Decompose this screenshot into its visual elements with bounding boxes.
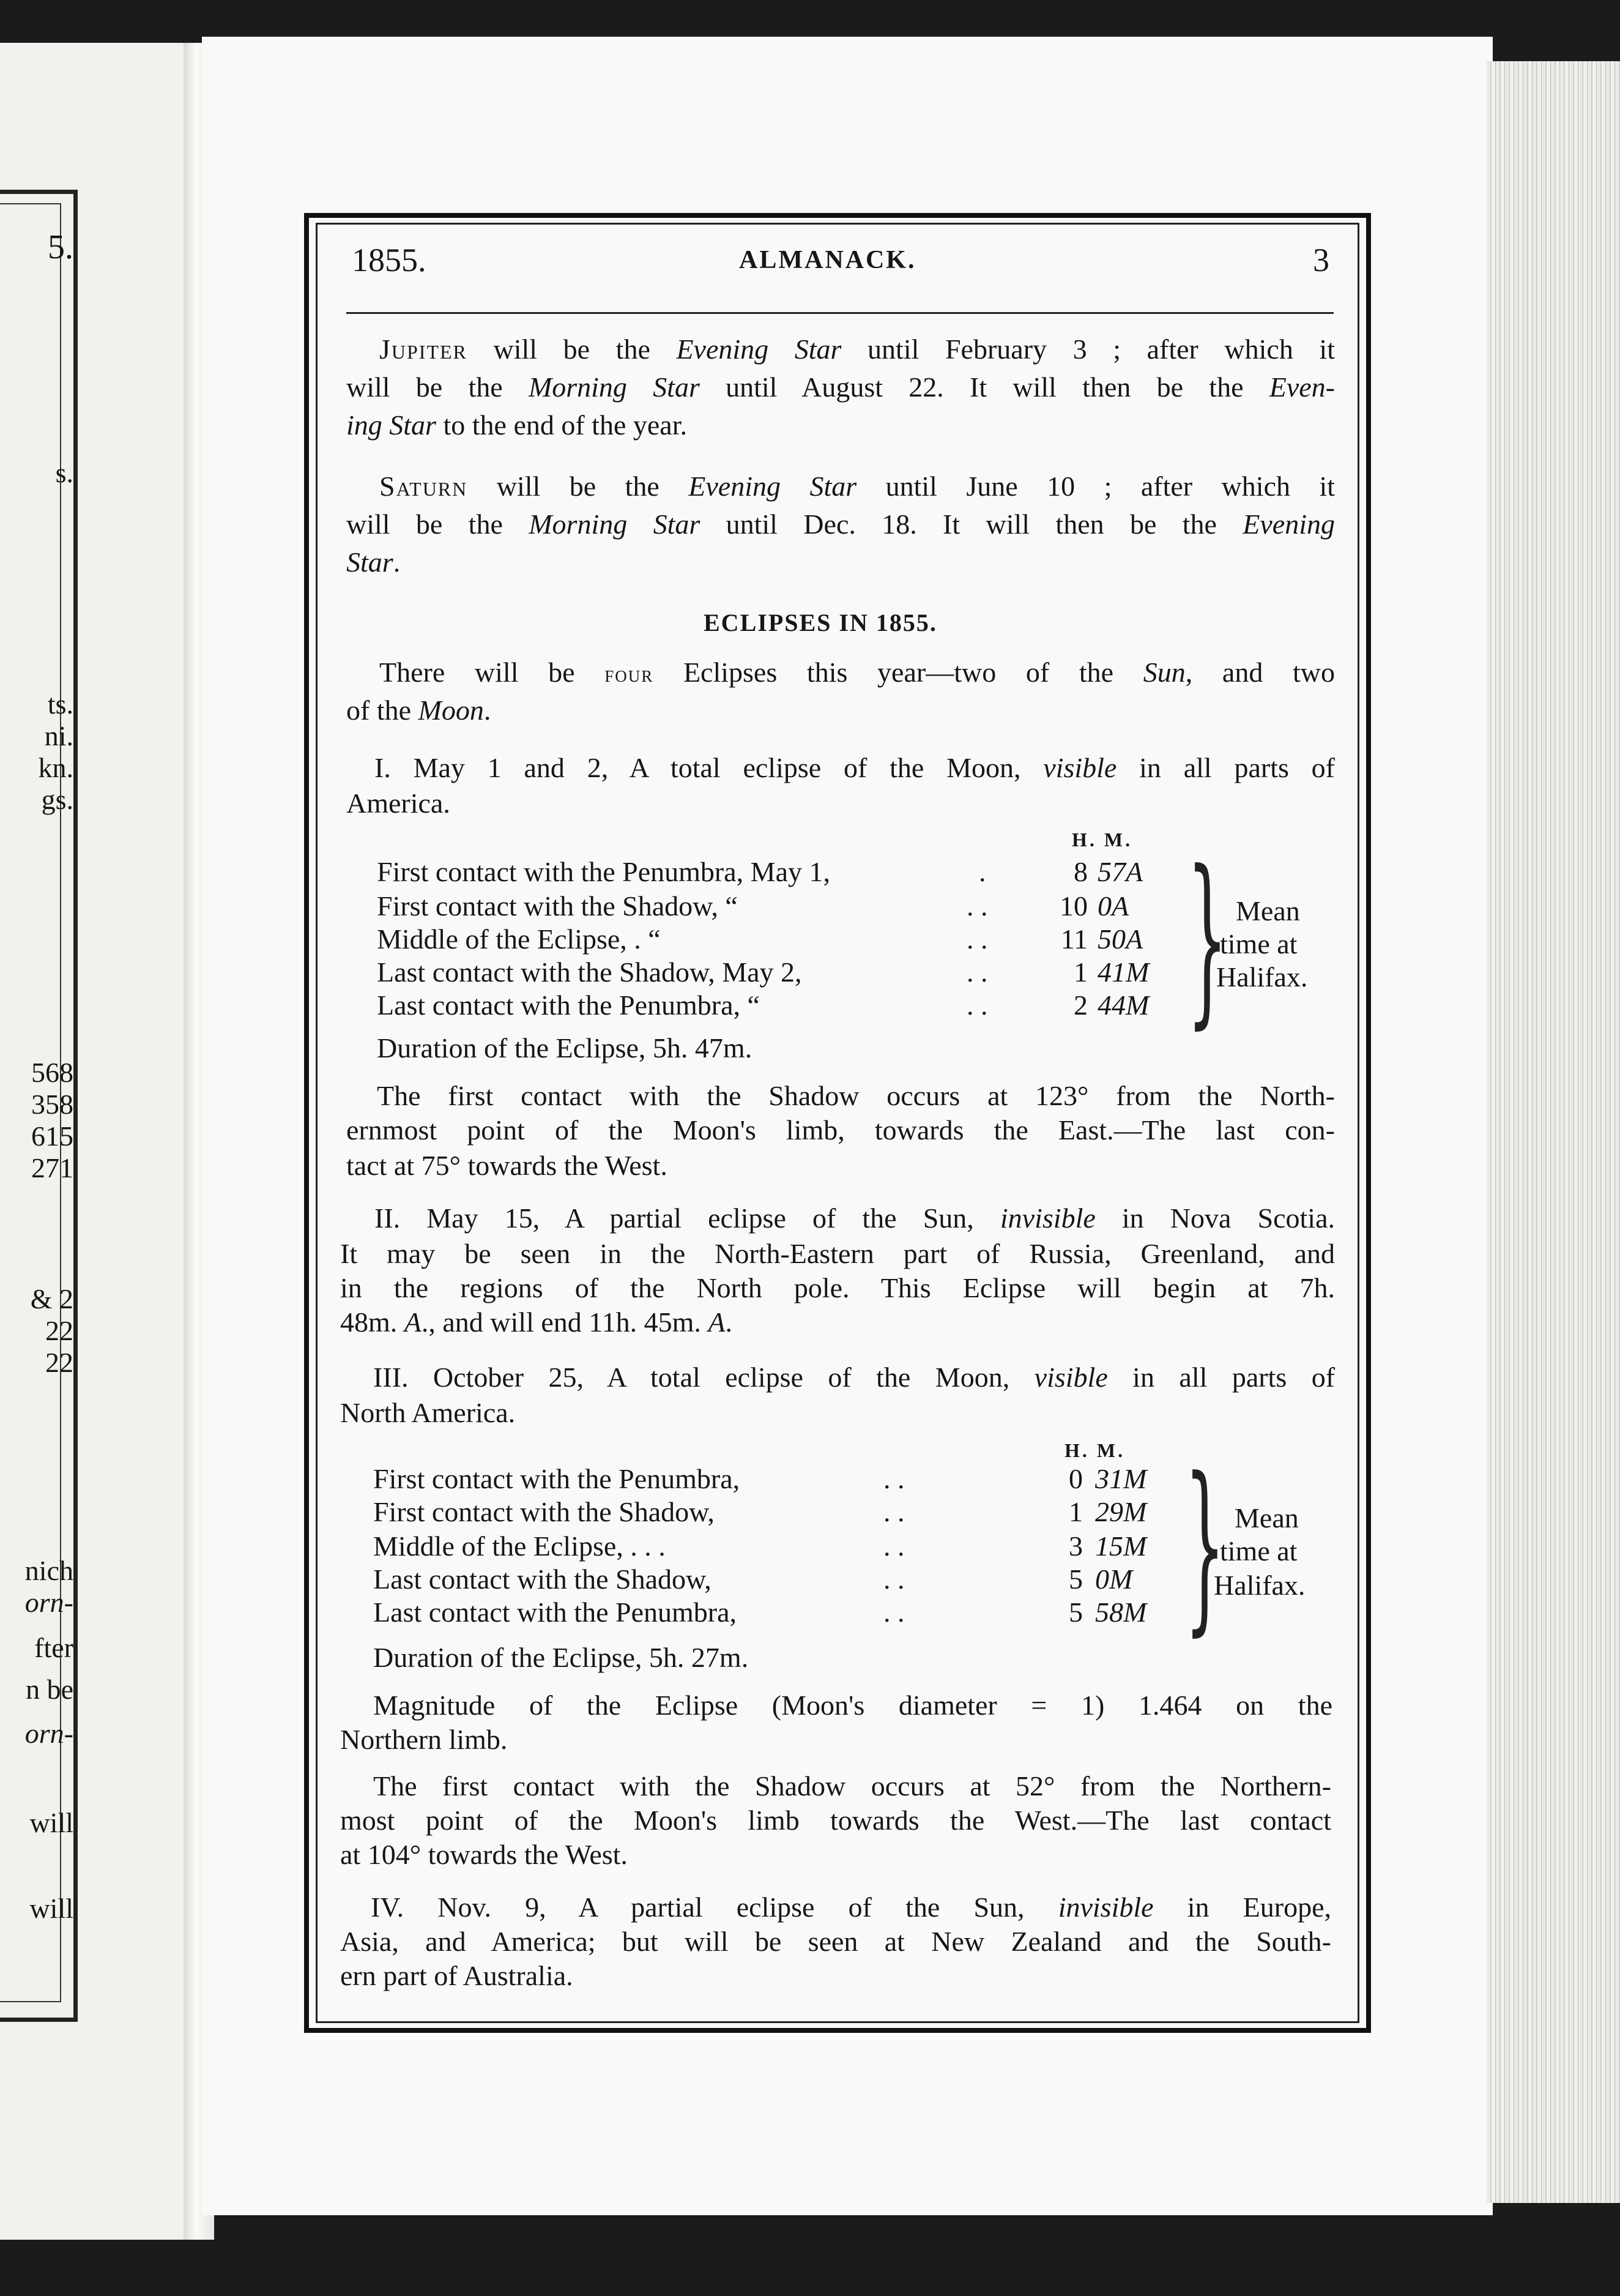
table-row-label: First contact with the Penumbra, [373,1463,740,1494]
left-fragment: ni. [44,720,73,751]
table-row-hours: 10 [1060,890,1088,922]
table-row-hours: 5 [1069,1597,1083,1628]
eclipse-1-line-1: I. May 1 and 2, A total eclipse of the Moon, visible in all parts of [374,752,1335,783]
header-rule [346,312,1334,314]
jupiter-line-3: ing Star to the end of the year. [346,409,687,441]
table-row-dots: . . [967,890,988,922]
table-row-hours: 8 [1074,856,1088,887]
left-fragment: 358 [31,1089,73,1120]
table-row-minutes: 15M [1095,1530,1147,1562]
mean-time-label: Mean [1236,895,1300,926]
table-row-dots: . . [883,1597,905,1628]
table-row-minutes: 41M [1098,956,1150,988]
table-row-label: Middle of the Eclipse, . “ [377,923,661,955]
eclipse-3-magnitude-line-1: Magnitude of the Eclipse (Moon's diameter = 1) 1.464 on the [373,1690,1332,1721]
left-fragment: orn- [24,1718,73,1749]
left-fragment: 568 [31,1057,73,1088]
left-fragment: will [29,1807,73,1838]
eclipse-3-line-1: III. October 25, A total eclipse of the Moon, visible in all parts of [373,1362,1336,1393]
left-fragment: gs. [41,784,73,815]
table-row-minutes: 0A [1098,890,1129,922]
eclipse-1-line-2: America. [346,788,450,819]
eclipse-1-para-line-3: tact at 75° towards the West. [346,1150,667,1181]
saturn-line-3: Star. [346,546,401,578]
eclipse-4-line-2: Asia, and America; but will be seen at New Zealand and the South- [340,1926,1331,1957]
table-row-label: Middle of the Eclipse, . . . [373,1530,666,1562]
jupiter-line-2: will be the Morning Star until August 22. It will then be the Even- [346,371,1335,403]
left-fragment: kn. [38,752,73,783]
table-row-label: Last contact with the Penumbra, “ [377,990,760,1021]
table-row-minutes: 57A [1098,856,1143,887]
section-title: ECLIPSES IN 1855. [704,609,937,636]
eclipse-2-line-2: It may be seen in the North-Eastern part of Russia, Greenland, and [340,1238,1335,1269]
table-row-dots: . . [967,990,988,1021]
table-row-minutes: 50A [1098,923,1143,955]
eclipse-3-duration: Duration of the Eclipse, 5h. 27m. [373,1642,749,1673]
brace-icon: } [1184,1439,1225,1652]
left-fragment: will [29,1893,73,1924]
table-row-dots: . . [967,956,988,988]
eclipse-1-hm-header: H. M. [1072,829,1133,851]
table-row-dots: . . [883,1496,905,1527]
eclipse-1-duration: Duration of the Eclipse, 5h. 47m. [377,1032,752,1064]
left-fragment: orn- [24,1587,73,1618]
mean-time-label: Halifax. [1214,1570,1306,1601]
eclipse-3-para-line-2: most point of the Moon's limb towards the West.—The last contact [340,1805,1331,1836]
table-row-label: First contact with the Shadow, [373,1496,715,1527]
eclipse-2-line-3: in the regions of the North pole. This Eclipse will begin at 7h. [340,1272,1335,1303]
eclipse-1-para-line-2: ernmost point of the Moon's limb, towards the East.—The last con- [346,1114,1335,1146]
page-edges [1487,61,1620,2203]
table-row-hours: 5 [1069,1564,1083,1595]
table-row-dots: . . [883,1463,905,1494]
eclipse-4-line-3: ern part of Australia. [340,1960,573,1991]
eclipse-4-line-1: IV. Nov. 9, A partial eclipse of the Sun, invisible in Europe, [371,1892,1331,1923]
table-row-minutes: 29M [1095,1496,1147,1527]
table-row-hours: 0 [1069,1463,1083,1494]
eclipse-2-line-4: 48m. A., and will end 11h. 45m. A. [340,1306,732,1338]
eclipse-1-para-line-1: The first contact with the Shadow occurs at 123° from the North- [377,1080,1335,1111]
eclipse-3-line-2: North America. [340,1397,516,1428]
left-fragment: nich [24,1555,73,1586]
left-facing-page [0,43,196,2240]
mean-time-label: Halifax. [1216,961,1308,993]
table-row-hours: 11 [1060,923,1088,955]
left-fragment: & 2 [30,1283,73,1314]
table-row-label: First contact with the Penumbra, May 1, [377,856,830,887]
planet-name: Jupiter [379,334,467,365]
intro-line-2: of the Moon. [346,695,491,726]
left-fragment: ts. [47,688,73,720]
table-row-minutes: 0M [1095,1564,1133,1595]
left-fragment: 271 [31,1152,73,1183]
table-row-dots: . . [967,923,988,955]
table-row-hours: 3 [1069,1530,1083,1562]
table-row-dots: . . [883,1564,905,1595]
table-row-hours: 1 [1074,956,1088,988]
mean-time-label: Mean [1235,1502,1299,1534]
table-row-minutes: 31M [1095,1463,1147,1494]
jupiter-line-1: Jupiter will be the Evening Star until February 3 ; after which it [379,334,1335,365]
header-title: ALMANACK. [739,246,916,274]
table-row-dots: . . [883,1530,905,1562]
eclipse-2-line-1: II. May 15, A partial eclipse of the Sun, invisible in Nova Scotia. [374,1202,1335,1234]
table-row-minutes: 58M [1095,1597,1147,1628]
planet-name: Saturn [379,471,468,502]
left-fragment: 22 [45,1347,73,1378]
table-row-label: First contact with the Shadow, “ [377,890,738,922]
left-fragment: s. [55,457,73,488]
saturn-line-1: Saturn will be the Evening Star until June 10 ; after which it [379,471,1335,502]
table-row-minutes: 44M [1098,990,1150,1021]
eclipse-3-magnitude-line-2: Northern limb. [340,1724,508,1755]
eclipse-3-para-line-3: at 104° towards the West. [340,1839,628,1870]
header-year: 1855. [352,242,426,278]
left-fragment: 615 [31,1120,73,1152]
table-row-hours: 2 [1074,990,1088,1021]
table-row-label: Last contact with the Penumbra, [373,1597,737,1628]
header-page-number: 3 [1313,242,1329,278]
left-fragment: 22 [45,1315,73,1346]
table-row-label: Last contact with the Shadow, May 2, [377,956,802,988]
left-fragment: 5. [48,228,73,266]
saturn-line-2: will be the Morning Star until Dec. 18. It will then be the Evening [346,509,1335,540]
eclipse-3-hm-header: H. M. [1065,1439,1126,1461]
eclipse-3-para-line-1: The first contact with the Shadow occurs at 52° from the Northern- [373,1770,1331,1802]
left-fragment: fter [34,1632,73,1663]
mean-time-label: time at [1220,1535,1298,1567]
brace-icon: } [1187,832,1228,1045]
intro-line-1: There will be four Eclipses this year—two of the Sun, and two [379,657,1335,688]
table-row-dots: . [979,856,986,887]
left-fragment: n be [26,1674,73,1705]
table-row-hours: 1 [1069,1496,1083,1527]
table-row-label: Last contact with the Shadow, [373,1564,712,1595]
mean-time-label: time at [1220,928,1298,960]
